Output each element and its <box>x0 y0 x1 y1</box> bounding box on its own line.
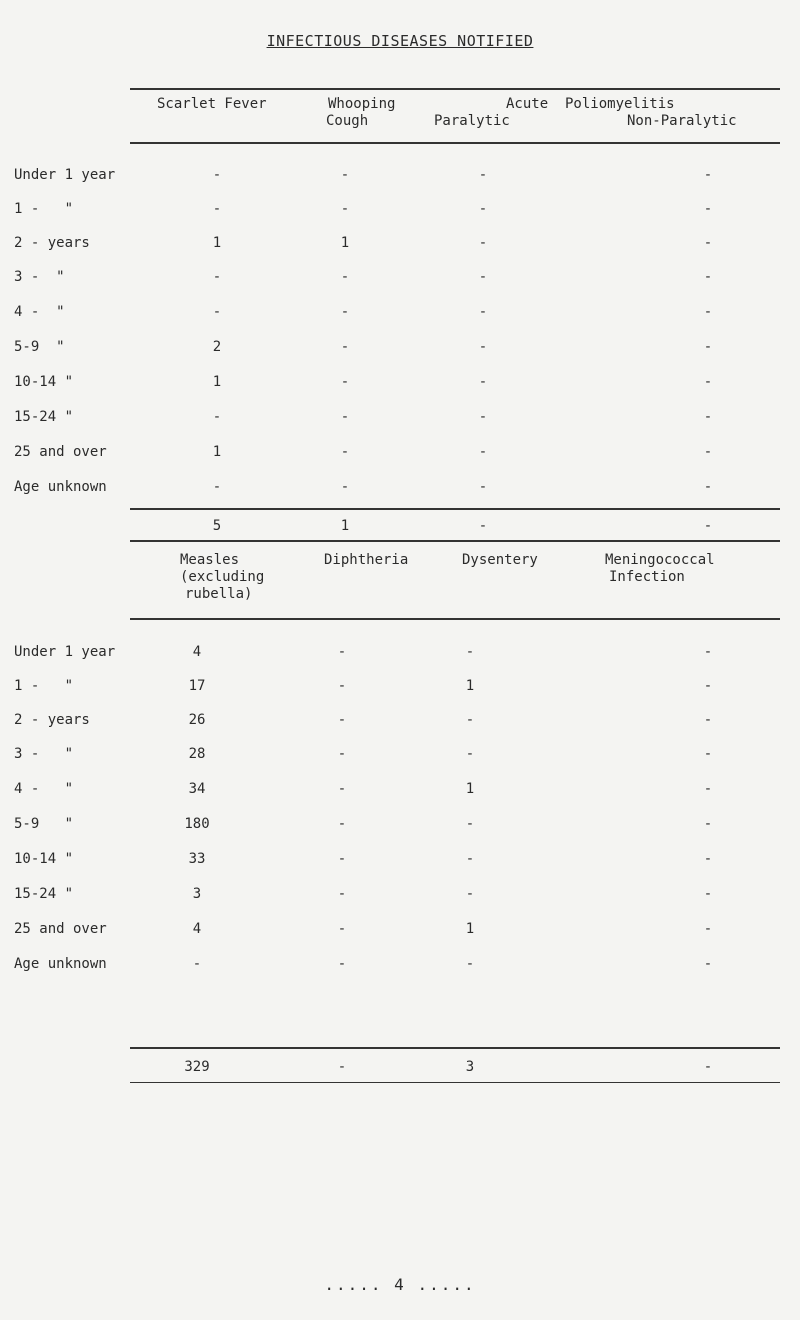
table-row <box>0 235 800 255</box>
row-label: 25 and over <box>14 444 107 460</box>
table-cell: - <box>212 409 222 425</box>
table-cell: - <box>340 374 350 390</box>
table-row <box>0 781 800 801</box>
row-label: 5-9 " <box>14 339 65 355</box>
row-label: 15-24 " <box>14 886 74 902</box>
table-cell: - <box>478 339 488 355</box>
table2-total-meningococcal: - <box>703 1059 713 1075</box>
table-cell: - <box>703 304 713 320</box>
table-cell: - <box>340 339 350 355</box>
header-whooping-cough-line1: Whooping <box>328 96 396 112</box>
table2-total-measles: 329 <box>184 1059 210 1075</box>
table2-header-rule <box>130 618 780 620</box>
row-label: 5-9 " <box>14 816 74 832</box>
table-cell: - <box>703 678 713 694</box>
table2-bottom-rule <box>130 1082 780 1083</box>
table-row <box>0 444 800 464</box>
table-row <box>0 374 800 394</box>
table-cell: - <box>337 678 347 694</box>
table1-total-scarlet-fever: 5 <box>212 518 222 534</box>
table-row <box>0 339 800 359</box>
table-cell: 1 <box>212 235 222 251</box>
table-cell: - <box>337 746 347 762</box>
header-measles-line1: Measles <box>180 552 240 568</box>
table2-total-dysentery: 3 <box>465 1059 475 1075</box>
page-number: ..... 4 ..... <box>324 1275 476 1294</box>
table-cell: - <box>703 479 713 495</box>
table-cell: - <box>465 644 475 660</box>
table-cell: - <box>340 409 350 425</box>
table-cell: - <box>478 409 488 425</box>
table-cell: - <box>340 269 350 285</box>
table-cell: - <box>465 886 475 902</box>
table-cell: 4 <box>192 921 202 937</box>
table-cell: 1 <box>465 921 475 937</box>
table-cell: - <box>703 339 713 355</box>
table-cell: 3 <box>192 886 202 902</box>
table-cell: - <box>337 712 347 728</box>
table-cell: - <box>703 781 713 797</box>
table-cell: - <box>703 409 713 425</box>
table-cell: - <box>465 816 475 832</box>
table-cell: - <box>212 479 222 495</box>
header-poliomyelitis: Poliomyelitis <box>565 96 675 112</box>
table-row <box>0 921 800 941</box>
table-cell: - <box>703 201 713 217</box>
table-cell: - <box>337 886 347 902</box>
table-cell: - <box>478 201 488 217</box>
table-cell: - <box>703 269 713 285</box>
row-label: 3 - " <box>14 269 65 285</box>
table1-top-rule <box>130 88 780 90</box>
row-label: 25 and over <box>14 921 107 937</box>
table-cell: 1 <box>465 781 475 797</box>
row-label: 2 - years <box>14 235 90 251</box>
table-row <box>0 851 800 871</box>
table-cell: 1 <box>212 374 222 390</box>
header-meningococcal-line1: Meningococcal <box>605 552 715 568</box>
table-row <box>0 269 800 289</box>
table-cell: - <box>703 921 713 937</box>
table-row <box>0 746 800 766</box>
table-cell: - <box>703 956 713 972</box>
row-label: 2 - years <box>14 712 90 728</box>
table-cell: 2 <box>212 339 222 355</box>
row-label: 10-14 " <box>14 851 74 867</box>
table-cell: - <box>212 167 222 183</box>
row-label: 1 - " <box>14 201 74 217</box>
row-label: Under 1 year <box>14 167 116 183</box>
page-title: INFECTIOUS DISEASES NOTIFIED <box>266 32 534 50</box>
header-whooping-cough-line2: Cough <box>326 113 369 129</box>
header-paralytic: Paralytic <box>434 113 510 129</box>
table2-totals-row <box>0 1059 800 1079</box>
table2-total-diphtheria: - <box>337 1059 347 1075</box>
table1-total-non-paralytic: - <box>703 518 713 534</box>
header-measles-line2: (excluding <box>180 569 265 585</box>
table1-total-rule <box>130 508 780 510</box>
table-cell: - <box>703 167 713 183</box>
row-label: Age unknown <box>14 956 107 972</box>
header-meningococcal-line2: Infection <box>609 569 685 585</box>
table-cell: - <box>340 479 350 495</box>
table-row <box>0 201 800 221</box>
table-cell: - <box>478 304 488 320</box>
table1-total-paralytic: - <box>478 518 488 534</box>
table-row <box>0 479 800 499</box>
table-row <box>0 956 800 976</box>
table-cell: - <box>337 644 347 660</box>
table-cell: 26 <box>188 712 206 728</box>
table-cell: - <box>465 746 475 762</box>
header-dysentery: Dysentery <box>462 552 538 568</box>
table-row <box>0 712 800 732</box>
table-row <box>0 816 800 836</box>
table-cell: 33 <box>188 851 206 867</box>
table-cell: - <box>478 269 488 285</box>
table-cell: - <box>337 816 347 832</box>
table-cell: - <box>703 851 713 867</box>
table-cell: - <box>703 644 713 660</box>
row-label: 3 - " <box>14 746 74 762</box>
table-cell: - <box>703 374 713 390</box>
table-row <box>0 886 800 906</box>
table-cell: - <box>337 956 347 972</box>
table-cell: - <box>465 712 475 728</box>
table-cell: - <box>703 235 713 251</box>
header-diphtheria: Diphtheria <box>324 552 409 568</box>
header-non-paralytic: Non-Paralytic <box>627 113 737 129</box>
table-cell: - <box>192 956 202 972</box>
table-cell: - <box>465 956 475 972</box>
table-cell: - <box>703 886 713 902</box>
row-label: 4 - " <box>14 781 74 797</box>
table-cell: 180 <box>184 816 210 832</box>
table-cell: 34 <box>188 781 206 797</box>
row-label: Age unknown <box>14 479 107 495</box>
table-cell: - <box>340 444 350 460</box>
row-label: Under 1 year <box>14 644 116 660</box>
table-row <box>0 167 800 187</box>
table-cell: - <box>337 851 347 867</box>
row-label: 1 - " <box>14 678 74 694</box>
table-cell: 28 <box>188 746 206 762</box>
header-acute: Acute <box>506 96 549 112</box>
table-cell: 1 <box>465 678 475 694</box>
table-cell: - <box>337 921 347 937</box>
table-cell: - <box>465 851 475 867</box>
table-cell: - <box>212 269 222 285</box>
table1-totals-row <box>0 518 800 538</box>
row-label: 10-14 " <box>14 374 74 390</box>
table2-total-rule <box>130 1047 780 1049</box>
table-cell: - <box>478 374 488 390</box>
table-row <box>0 678 800 698</box>
header-measles-line3: rubella) <box>185 586 253 602</box>
header-scarlet-fever: Scarlet Fever <box>157 96 267 112</box>
table-cell: 1 <box>212 444 222 460</box>
table-row <box>0 644 800 664</box>
table-cell: - <box>478 479 488 495</box>
table-cell: - <box>478 167 488 183</box>
table-cell: - <box>212 201 222 217</box>
table-cell: - <box>212 304 222 320</box>
table-cell: - <box>337 781 347 797</box>
table-cell: - <box>340 304 350 320</box>
table-cell: - <box>703 444 713 460</box>
table-cell: - <box>703 712 713 728</box>
row-label: 4 - " <box>14 304 65 320</box>
table-cell: - <box>340 201 350 217</box>
table-cell: 17 <box>188 678 206 694</box>
table-cell: - <box>478 444 488 460</box>
table-cell: - <box>703 816 713 832</box>
table-cell: 4 <box>192 644 202 660</box>
table-cell: 1 <box>340 235 350 251</box>
table-cell: - <box>478 235 488 251</box>
table-row <box>0 409 800 429</box>
table-row <box>0 304 800 324</box>
table-cell: - <box>340 167 350 183</box>
table1-header-rule <box>130 142 780 144</box>
table1-total-whooping-cough: 1 <box>340 518 350 534</box>
table1-bottom-rule <box>130 540 780 542</box>
row-label: 15-24 " <box>14 409 74 425</box>
table-cell: - <box>703 746 713 762</box>
